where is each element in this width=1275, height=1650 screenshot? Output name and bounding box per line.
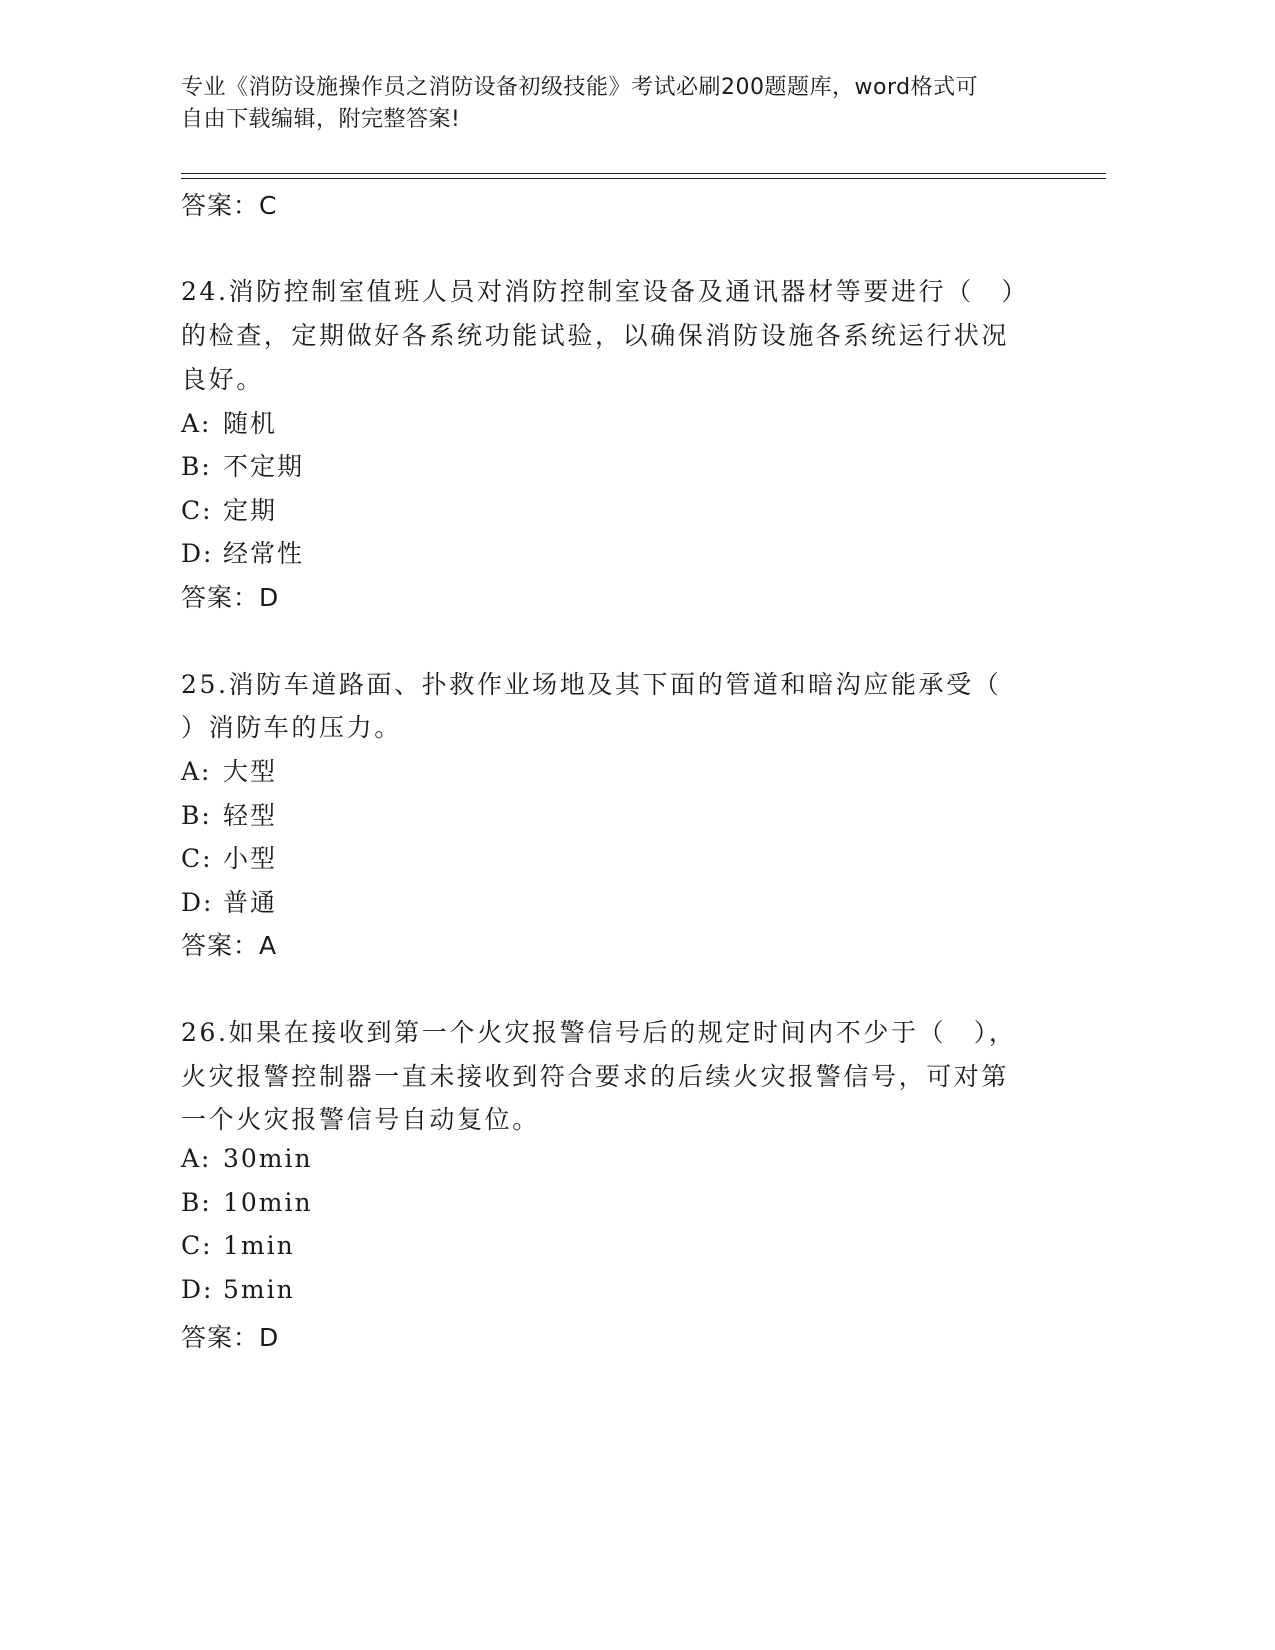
question-26-line-3: 一个火灾报警信号自动复位。	[181, 1105, 540, 1134]
option-text: 5min	[223, 1275, 295, 1304]
option-text: 轻型	[223, 801, 278, 830]
header-divider-top	[181, 173, 1106, 174]
option-text: 小型	[223, 844, 278, 873]
page-header	[181, 72, 1041, 136]
question-25-line-2: ）消防车的压力。	[181, 713, 402, 742]
question-25-answer: 答案：A	[181, 931, 278, 960]
option-letter: B:	[181, 452, 212, 481]
option-letter: D:	[181, 888, 214, 917]
question-25-line-1: 25.消防车道路面、扑救作业场地及其下面的管道和暗沟应能承受（	[181, 670, 1002, 699]
option-text: 大型	[223, 757, 278, 786]
question-25-option-d	[181, 883, 277, 919]
option-letter: C:	[181, 1231, 213, 1260]
option-letter: C:	[181, 844, 213, 873]
option-text: 30min	[223, 1144, 313, 1173]
option-text: 经常性	[223, 539, 305, 568]
option-text: 普通	[223, 888, 278, 917]
question-26-line-2: 火灾报警控制器一直未接收到符合要求的后续火灾报警信号，可对第	[181, 1062, 1010, 1091]
question-24-line-3: 良好。	[181, 365, 264, 394]
option-letter: A:	[181, 409, 212, 438]
option-text: 定期	[223, 496, 278, 525]
question-26-option-b	[181, 1188, 313, 1217]
question-24-answer: 答案：D	[181, 583, 280, 612]
question-24-option-a	[181, 404, 277, 440]
option-letter: D:	[181, 539, 214, 568]
question-26-line-1: 26.如果在接收到第一个火灾报警信号后的规定时间内不少于（ ），	[181, 1018, 1017, 1047]
question-24-option-d	[181, 534, 304, 570]
option-letter: A:	[181, 1144, 212, 1173]
option-letter: B:	[181, 1188, 212, 1217]
header-line-1: 专业《消防设施操作员之消防设备初级技能》考试必刷200题题库，word格式可	[181, 75, 979, 100]
question-26-option-d	[181, 1275, 295, 1304]
option-text: 不定期	[223, 452, 305, 481]
question-26-answer: 答案：D	[181, 1323, 280, 1352]
question-25-option-c	[181, 839, 277, 875]
question-26-option-a	[181, 1144, 313, 1173]
question-24-line-1: 24.消防控制室值班人员对消防控制室设备及通讯器材等要进行（ ）	[181, 277, 1029, 306]
option-letter: B:	[181, 801, 212, 830]
option-letter: C:	[181, 496, 213, 525]
question-24-option-c	[181, 491, 277, 527]
option-letter: D:	[181, 1275, 214, 1304]
option-text: 10min	[223, 1188, 313, 1217]
question-25-option-b	[181, 796, 277, 832]
option-letter: A:	[181, 757, 212, 786]
option-text: 1min	[223, 1231, 295, 1260]
header-divider-bottom	[181, 178, 1106, 179]
previous-answer: 答案：C	[181, 191, 278, 220]
header-line-2: 自由下载编辑，附完整答案!	[181, 107, 461, 132]
question-24-line-2: 的检查，定期做好各系统功能试验，以确保消防设施各系统运行状况	[181, 321, 1010, 350]
question-25-option-a	[181, 752, 277, 788]
option-text: 随机	[223, 409, 278, 438]
question-24-option-b	[181, 447, 304, 483]
question-26-option-c	[181, 1231, 295, 1260]
